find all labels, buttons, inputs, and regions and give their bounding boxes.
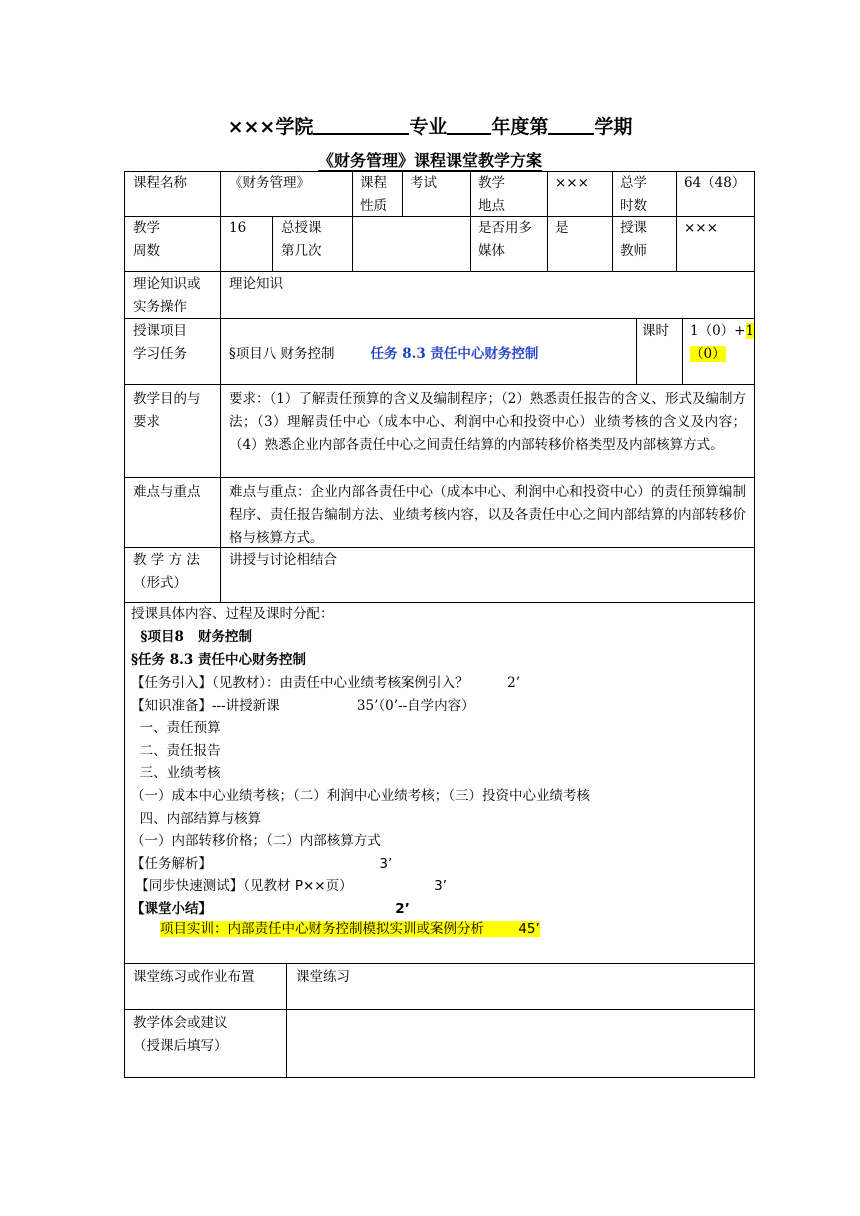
label-lesson-no [281,217,322,263]
label-difficulty: 难点与重点 [133,484,201,500]
label-line: （形式） [133,575,187,591]
content-line: 二、责任报告 [131,742,221,759]
row-divider [124,1009,755,1010]
value-multimedia: 是 [555,220,569,236]
task-text: 任务 8.3 责任中心财务控制 [370,346,539,362]
content-line: （一）内部转移价格；（二）内部核算方式 [131,833,381,850]
header-major: 专业 [409,116,448,138]
col-divider [352,216,353,271]
col-divider [682,318,683,384]
label-total-hours [620,172,647,218]
row-divider [124,271,755,272]
header-year: 年度第 [491,116,549,138]
col-divider [612,171,613,271]
col-divider [286,963,287,1077]
table-border-bottom [124,1077,755,1078]
row-divider [124,477,755,478]
subtitle-text: 《财务管理》课程课堂教学方案 [317,151,542,170]
label-line: 周数 [133,243,160,259]
value-knowledge-type: 理论知识 [229,276,283,292]
value-location: ××× [555,175,589,191]
col-divider [636,318,637,384]
label-hours: 课时 [642,323,669,339]
content-intro: 授课具体内容、过程及课时分配： [131,606,334,622]
col-divider [402,171,403,216]
content-line: 四、内部结算与核算 [131,810,262,827]
content-line: 【课堂小结】 2’ [131,901,410,917]
hours-part-highlight: （0） [690,346,726,362]
project-text: §项目八 财务控制 [229,346,335,362]
document-subtitle [0,150,860,172]
label-line: 授课项目 [133,323,187,339]
label-knowledge-type [133,273,201,319]
col-divider [220,171,221,602]
col-divider [272,216,273,271]
value-weeks: 16 [229,220,247,236]
label-line: 教学 [478,175,505,191]
value-course-nature: 考试 [410,175,437,191]
blank-term [548,113,594,135]
header-term: 学期 [594,116,633,138]
table-border-left [124,171,125,1078]
label-line: 时数 [620,198,647,214]
col-divider [547,171,548,271]
label-teacher [620,217,647,263]
label-course-name: 课程名称 [133,175,187,191]
col-divider [676,171,677,271]
content-line: 三、业绩考核 [131,765,221,782]
value-objectives: 要求：（1）了解责任预算的含义及编制程序；（2）熟悉责任报告的含义、形式及编制方法；（3）理解责任中心（成本中心、利润中心和投资中心）业绩考核的含义及内容；（4）熟悉企业内部各责任中心之间责任结算的内部转移价格类型及内部核算方式。 [229,391,746,453]
label-line: 地点 [478,198,505,214]
content-task-heading: §任务 8.3 责任中心财务控制 [131,652,306,668]
value-difficulty: 难点与重点：企业内部各责任中心（成本中心、利润中心和投资中心）的责任预算编制程序、责任报告编制方法、业绩考核内容，以及各责任中心之间内部结算的内部转移价格与核算方式。 [229,484,746,546]
blank-year [447,113,491,135]
value-project [229,343,538,366]
row-divider [124,384,755,385]
value-total-hours: 64（48） [684,175,746,191]
label-line: （授课后填写） [133,1038,228,1054]
label-line: 授课 [620,220,647,236]
content-line: 【任务解析】 3’ [131,855,393,872]
content-line: （一）成本中心业绩考核；（二）利润中心业绩考核；（三）投资中心业绩考核 [131,788,590,804]
value-course-name: 《财务管理》 [229,175,310,191]
label-line: 教学体会或建议 [133,1015,228,1031]
label-line: 理论知识或 [133,276,201,292]
label-line: 第几次 [281,243,322,259]
content-line: 一、责任预算 [131,720,221,737]
row-divider [124,216,755,217]
label-line: 要求 [133,414,160,430]
table-border-top [124,171,755,172]
hours-part: 1（0）+ [690,323,746,339]
content-project-heading: §项目8 财务控制 [131,629,252,645]
content-line: 【任务引入】（见教材）：由责任中心业绩考核案例引入？ 2’ [131,675,521,691]
training-text: 项目实训：内部责任中心财务控制模拟实训或案例分析 45’ [160,921,540,937]
blank-major [313,113,409,135]
table-border-right [754,171,755,1078]
value-homework: 课堂练习 [296,969,350,985]
label-multimedia [478,217,532,263]
content-line: 【同步快速测试】（见教材 P××页） 3’ [131,878,448,895]
col-divider [470,171,471,271]
label-line: 性质 [360,198,387,214]
value-hours [690,320,754,366]
label-line: 教师 [620,243,647,259]
label-line: 课程 [360,175,387,191]
header-school: ×××学院 [227,116,314,138]
label-line: 学习任务 [133,346,187,362]
label-course-nature [360,172,387,218]
label-line: 教学 [133,220,160,236]
hours-line-1 [690,320,754,343]
label-homework: 课堂练习或作业布置 [133,969,255,985]
label-location [478,172,505,218]
label-line: 教学目的与 [133,391,201,407]
label-weeks [133,217,160,263]
label-objectives [133,388,201,434]
label-line: 实务操作 [133,299,187,315]
value-teacher: ××× [684,220,718,236]
label-line: 媒体 [478,243,505,259]
label-method [133,549,200,595]
label-line: 教 学 方 法 [133,552,200,568]
content-training [160,918,540,941]
content-line: 【知识准备】---讲授新课 35’（0’--自学内容） [131,697,475,714]
row-divider [124,318,755,319]
label-reflection [133,1012,228,1058]
label-line: 总授课 [281,220,322,236]
page-header [0,113,860,141]
label-line: 总学 [620,175,647,191]
hours-part-highlight: 1 [745,323,755,339]
col-divider [352,171,353,216]
label-project [133,320,187,366]
row-divider [124,963,755,964]
hours-line-2 [690,343,754,366]
value-method: 讲授与讨论相结合 [229,552,337,568]
label-line: 是否用多 [478,220,532,236]
